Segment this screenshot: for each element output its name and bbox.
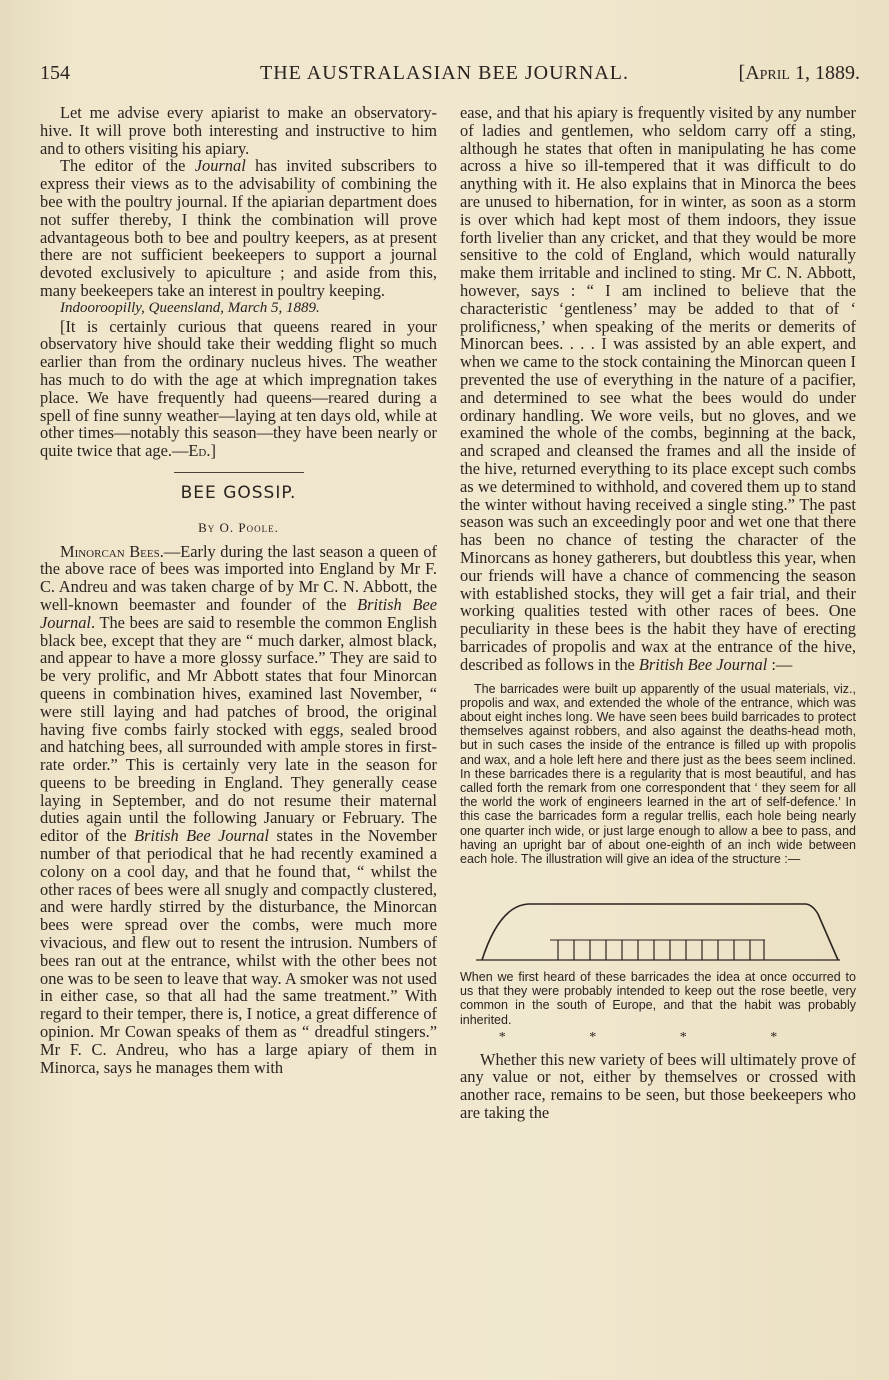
paragraph: Let me advise every apiarist to make an observatory-hive. It will prove both interesting and instructive to him and to others visiting his apiary. (40, 103, 437, 158)
block-quote: The barricades were built up apparently of the usual materials, viz., propolis and wax, and extended the whole of the entrance, which was about eight inches long. We have seen bees build barricades to protect themselves against robbers, and also against the deaths-head moth, but in such cases the inside of the entrance is filled up with propolis and wax, and a hole left here and there just as the bees seem inclined. In these barricades there is a regularity that is most beautiful, and has called forth the remark from one correspondent that ‘ they seem for all the world the work of engineers learned in the art of self-defence.’ In this case the barricades form a regular trellis, each hole being nearly one quarter inch wide, or just large enough to allow a bee to pass, and having an upright bar of about one-eighth of an inch wide between each hole. The illustration will give an idea of the structure :— (460, 681, 856, 866)
paragraph: The editor of the Journal has invited subscribers to express their views as to the advisability of combining the bee with the poultry journal. If the apiarian department does not suffer thereby, I think the combination will prove advantageous both to bee and poultry keepers, as at present there are not sufficient beekeepers to support a journal devoted exclusively to apiculture ; and aside from this, many beekeepers take an interest in poultry keeping. (40, 156, 437, 300)
right-column (460, 104, 856, 1122)
section-divider (174, 472, 304, 473)
page-number: 154 (40, 62, 70, 84)
lead-heading: Minorcan Bees. (60, 541, 164, 561)
section-break-stars: * * * * (498, 1029, 818, 1045)
running-header (40, 62, 860, 90)
letter-signature: Indooroopilly, Queensland, March 5, 1889. (60, 299, 320, 316)
editor-note: [It is certainly curious that queens reared in your observatory hive should take their wedding flight so much earlier than from the ordinary nucleus hives. The weather has much to do with the age at which impregnation takes place. We have frequently had queens—reared during a spell of fine sunny weather—laying at ten days old, while at other times—notably this season—they have been nearly or quite twice that age.—Ed.] (40, 316, 437, 461)
issue-date: [April 1, 1889. (738, 62, 860, 84)
paragraph: Minorcan Bees.—Early during the last season a queen of the above race of bees was imported into England by Mr F. C. Andreu and was taken charge of by Mr C. N. Abbott, the well-known beemaster and founder of the British Bee Journal. The bees are said to resemble the common English black bee, except that they are “ much darker, almost black, and appear to have a more glossy surface.” They are said to be very prolific, and Mr Abbott states that four Minorcan queens in combination hives, examined last November, “ were still laying and had patches of brood, the original having five combs fairly stocked with eggs, sealed brood and hatching bees, all surrounded with ample stores in first-rate order.” This is certainly very late in the season for queens to be breeding in England. They generally cease laying in September, and do not resume their maternal duties again until the following January or February. The editor of the British Bee Journal states in the November number of that periodical that he had recently examined a colony on a cool day, and that he found that, “ whilst the other races of bees were all snugly and compactly clustered, and were hardly stirred by the disturbance, the Minorcan bees were spread over the combs, were much more vivacious, and flew out to resent the intrusion. Numbers of bees ran out at the entrance, whilst with the other bees not one was to be seen to leave that way. A smoker was not used in either case, so that all had the same treatment.” With regard to their temper, there is, I notice, a great difference of opinion. Mr Cowan speaks of them as “ dreadful stingers.” Mr F. C. Andreu, who has a large apiary of them in Minorca, says he manages them with (40, 541, 438, 1077)
barricade-illustration (460, 884, 856, 964)
trellis-bars (558, 940, 764, 960)
left-column (40, 104, 437, 1076)
illustration-caption: When we first heard of these barricades the idea at once occurred to us that they were probably intended to keep out the rose beetle, very common in the south of Europe, and that the habit was probably inherited. (460, 969, 856, 1027)
journal-title: THE AUSTRALASIAN BEE JOURNAL. (260, 62, 629, 84)
byline: By O. Poole. (198, 519, 279, 535)
paragraph: Whether this new variety of bees will ultimately prove of any value or not, either by themselves or crossed with another race, remains to be seen, but those beekeepers who are taking the (460, 1049, 856, 1122)
hive-outline (482, 904, 838, 960)
section-title: BEE GOSSIP. (180, 482, 297, 503)
paragraph: ease, and that his apiary is frequently visited by any number of ladies and gentlemen, who seldom carry off a sting, although he states that often in manipulating he has come across a hive so ill-tempered that it was difficult to do anything with it. He also explains that in Minorca the bees are unused to hibernation, for in winter, as soon as a storm is over which had kept most of them indoors, they issue forth livelier than any cricket, and that they would be more sensitive to the cold of England, which would naturally make them irritable and inclined to sting. Mr C. N. Abbott, however, says : “ I am inclined to believe that the characteristic ‘gentleness’ may be added to that of ‘ prolificness,’ when speaking of the merits or demerits of Minorcan bees. . . . I was assisted by an able expert, and when we came to the stock containing the Minorcan queen I prevented the use of everything in the nature of a pacifier, and determined to see what the bees would do under ordinary handling. We wore veils, but no gloves, and we examined the whole of the combs, beginning at the back, and scraped and cleansed the frames and all the inside of the hive, returned everything to its place except such combs as we determined to withhold, and covered them up to stand the winter without having received a single sting.” The past season was such an exceedingly poor and wet one that there has been no chance of testing the character of the Minorcans as honey gatherers, but doubtless this year, when our friends will have a chance of commencing the season with established stocks, they will get a fair trial, and their working qualities tested with other races of bees. One peculiarity in these bees is the habit they have of erecting barricades of propolis and wax at the entrance of the hive, described as follows in the British Bee Journal :— (460, 103, 856, 674)
